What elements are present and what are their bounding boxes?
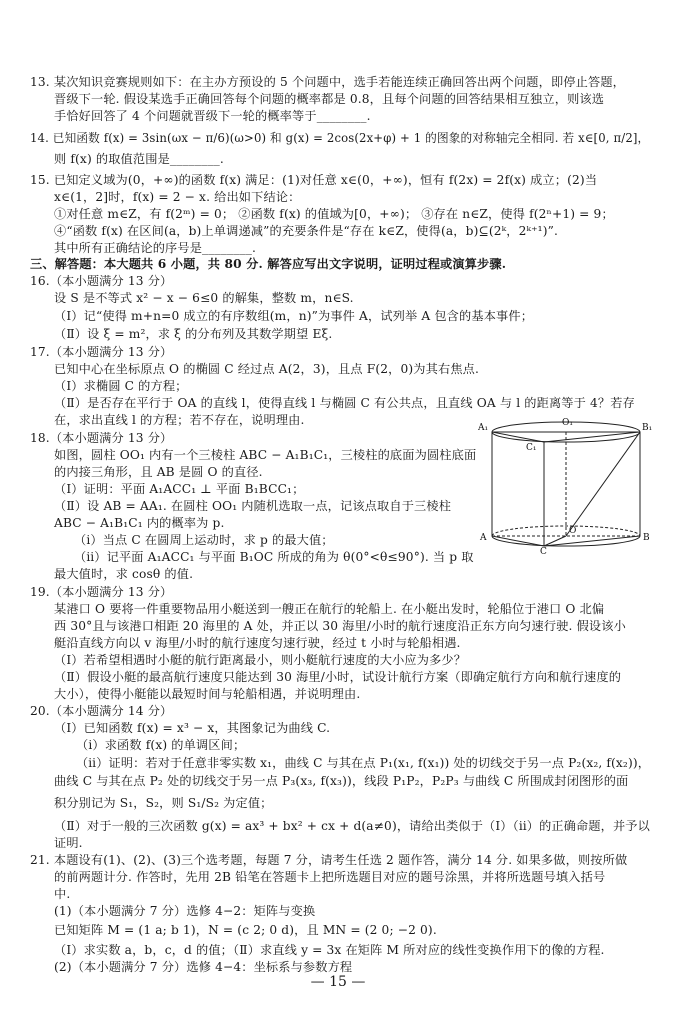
text-line: 已知中心在坐标原点 O 的椭圆 C 经过点 A(2，3)，且点 F(2，0)为其右焦点.	[54, 362, 480, 376]
text-line: 中.	[54, 887, 71, 901]
text-line: 14. 已知函数 f(x) = 3sin(ωx − π/6)(ω>0) 和 g(x) = 2cos(2x+φ) + 1 的图象的对称轴完全相同. 若 x∈[0, π/2]，	[30, 131, 650, 145]
text-line: （Ⅰ）证明：平面 A₁ACC₁ ⊥ 平面 B₁BCC₁；	[54, 482, 305, 496]
page-number: — 15 —	[310, 974, 366, 990]
text-line: （Ⅰ）若希望相遇时小艇的航行距离最小，则小艇航行速度的大小应为多少？	[54, 653, 467, 667]
label-B1: B₁	[642, 423, 653, 433]
text-line: ④“函数 f(x) 在区间(a，b)上单调递减”的充要条件是“存在 k∈Z，使得(a，b)⊆(2ᵏ，2ᵏ⁺¹)”.	[54, 224, 559, 238]
text-line: （Ⅰ）求实数 a，b，c，d 的值；（Ⅱ）求直线 y = 3x 在矩阵 M 所对应的线性变换作用下的像的方程.	[54, 943, 605, 957]
question-heading: 19.（本小题满分 13 分）	[30, 585, 173, 599]
text-line: 的内接三角形，且 AB 是圆 O 的直径.	[54, 465, 263, 479]
question-heading: 17.（本小题满分 13 分）	[30, 345, 173, 359]
text-line: 已知矩阵 M = (1 a; b 1)，N = (c 2; 0 d)，且 MN = (2 0; −2 0).	[54, 923, 437, 937]
text-line: 如图，圆柱 OO₁ 内有一个三棱柱 ABC − A₁B₁C₁，三棱柱的底面为圆柱底面	[54, 448, 477, 462]
label-A: A	[480, 533, 487, 543]
label-C: C	[540, 547, 547, 554]
label-C1: C₁	[526, 443, 537, 453]
question-heading: 20.（本小题满分 14 分）	[30, 704, 173, 718]
text-line: 大小），使得小艇能以最短时间与轮船相遇，并说明理由.	[54, 687, 361, 701]
text-line: (2)（本小题满分 7 分）选修 4−4：坐标系与参数方程	[54, 960, 353, 974]
text-line: 晋级下一轮. 假设某选手正确回答每个问题的概率都是 0.8，且每个问题的回答结果相互独立，则该选	[54, 92, 605, 106]
text-line: （Ⅰ）记“使得 m+n=0 成立的有序数组(m，n)”为事件 A，试列举 A 包含的基本事件；	[54, 309, 534, 323]
text-line: 证明.	[54, 836, 83, 850]
label-O1: O₁	[562, 418, 573, 428]
text-line: 13. 某次知识竞赛规则如下：在主办方预设的 5 个问题中，选手若能连续正确回答出两个问题，即停止答题，	[30, 75, 625, 89]
text-line: 艇沿直线方向以 v 海里/小时的航行速度匀速行驶，经过 t 小时与轮船相遇.	[54, 636, 461, 650]
text-line: ABC − A₁B₁C₁ 内的概率为 p.	[54, 516, 225, 530]
text-line: 手恰好回答了 4 个问题就晋级下一轮的概率等于________.	[54, 109, 371, 123]
text-line: 曲线 C 与其在点 P₂ 处的切线交于另一点 P₃(x₃, f(x₃))，线段 P₁P₂，P₂P₃ 与曲线 C 所围成封闭图形的面	[54, 774, 629, 788]
text-line: （Ⅱ）设 AB = AA₁. 在圆柱 OO₁ 内随机选取一点，记该点取自于三棱柱	[54, 499, 452, 513]
text-line: 西 30°且与该港口相距 20 海里的 A 处，并正以 30 海里/小时的航行速度沿正东方向匀速行驶. 假设该小	[54, 619, 626, 633]
text-line: 某港口 O 要将一件重要物品用小艇送到一艘正在航行的轮船上. 在小艇出发时，轮船位于港口 O 北偏	[54, 602, 605, 616]
text-line: （Ⅱ）假设小艇的最高航行速度只能达到 30 海里/小时，试设计航行方案（即确定航行方向和航行速度的	[54, 670, 622, 684]
label-O: O	[569, 526, 577, 536]
text-line: （Ⅱ）是否存在平行于 OA 的直线 l，使得直线 l 与椭圆 C 有公共点，且直线 OA 与 l 的距离等于 4？若存	[54, 396, 635, 410]
text-line: 积分别记为 S₁，S₂，则 S₁/S₂ 为定值；	[54, 796, 273, 810]
text-line: ①对任意 m∈Z，有 f(2ᵐ) = 0； ②函数 f(x) 的值域为[0，+∞)； ③存在 n∈Z，使得 f(2ⁿ+1) = 9；	[54, 207, 614, 221]
text-line: 的前两题计分. 作答时，先用 2B 铅笔在答题卡上把所选题目对应的题号涂黑，并将所选题号填入括号	[54, 870, 606, 884]
text-line: （ⅰ）求函数 f(x) 的单调区间；	[76, 738, 246, 752]
question-heading: 18.（本小题满分 13 分）	[30, 431, 173, 445]
cylinder-prism-figure	[478, 418, 654, 554]
text-line: （ⅱ）记平面 A₁ACC₁ 与平面 B₁OC 所成的角为 θ(0°<θ≤90°). 当 p 取	[74, 550, 474, 564]
section-heading: 三、解答题：本大题共 6 小题，共 80 分. 解答应写出文字说明，证明过程或演算步骤.	[30, 257, 507, 271]
text-line: 其中所有正确结论的序号是________.	[54, 241, 257, 255]
label-B: B	[643, 533, 650, 543]
text-line: 15. 已知定义域为(0，+∞)的函数 f(x) 满足：(1)对任意 x∈(0，+∞)，恒有 f(2x) = 2f(x) 成立；(2)当	[30, 173, 598, 187]
text-line: 设 S 是不等式 x² − x − 6≤0 的解集，整数 m，n∈S.	[54, 291, 354, 305]
text-line: （ⅰ）当点 C 在圆周上运动时，求 p 的最大值；	[74, 533, 334, 547]
text-line: 最大值时，求 cosθ 的值.	[54, 567, 194, 581]
text-line: (1)（本小题满分 7 分）选修 4−2：矩阵与变换	[54, 904, 316, 918]
text-line: 则 f(x) 的取值范围是________.	[54, 152, 224, 166]
question-heading: 21. 本题设有(1)、(2)、(3)三个选考题，每题 7 分，请考生任选 2 题作答，满分 14 分. 如果多做，则按所做	[30, 853, 628, 867]
text-line: （Ⅱ）设 ξ = m²，求 ξ 的分布列及其数学期望 Eξ.	[54, 327, 333, 341]
question-heading: 16.（本小题满分 13 分）	[30, 274, 173, 288]
text-line: （Ⅰ）求椭圆 C 的方程；	[54, 379, 188, 393]
text-line: （Ⅱ）对于一般的三次函数 g(x) = ax³ + bx² + cx + d(a≠0)，请给出类似于（Ⅰ）（ⅱ）的正确命题，并予以	[54, 819, 650, 833]
text-line: （ⅱ）证明：若对于任意非零实数 x₁，曲线 C 与其在点 P₁(x₁, f(x₁)) 处的切线交于另一点 P₂(x₂, f(x₂))，	[76, 756, 651, 770]
text-line: （Ⅰ）已知函数 f(x) = x³ − x，其图象记为曲线 C.	[54, 721, 331, 735]
text-line: 在，求出直线 l 的方程；若不存在，说明理由.	[54, 413, 305, 427]
text-line: x∈(1，2]时，f(x) = 2 − x. 给出如下结论：	[54, 190, 301, 204]
label-A1: A₁	[478, 423, 489, 433]
